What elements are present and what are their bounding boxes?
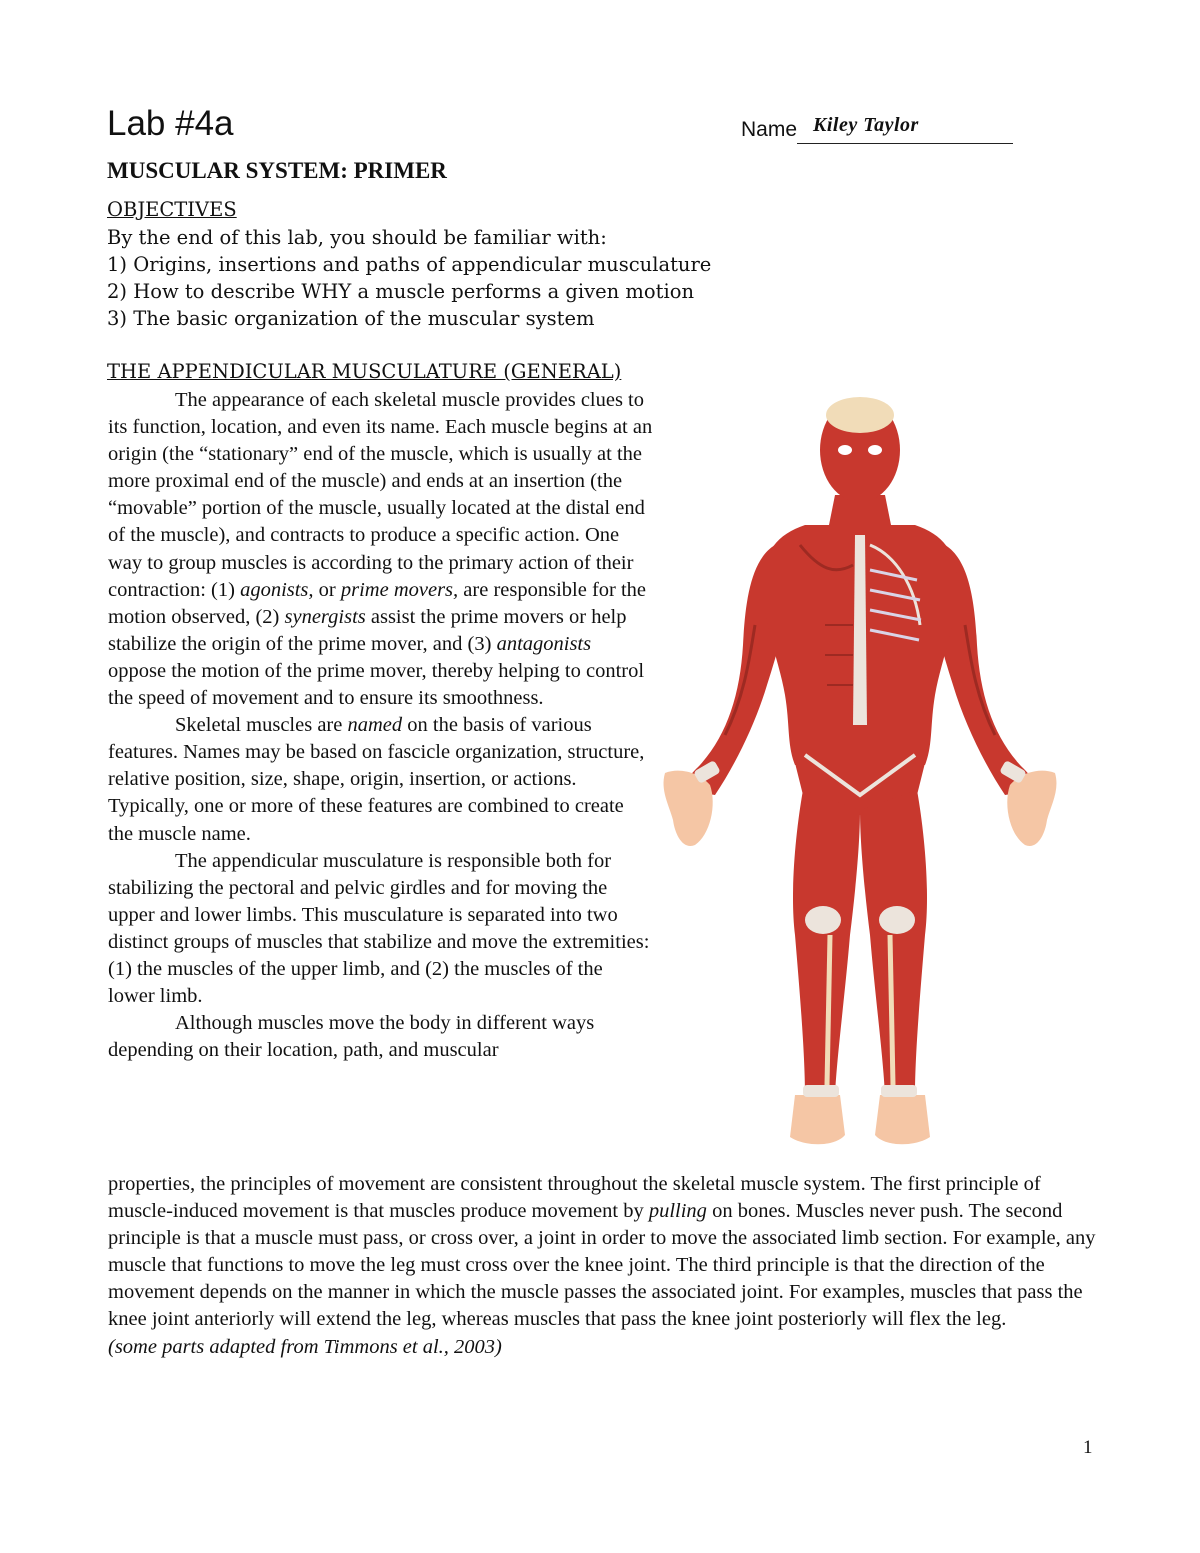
anterior-muscle-illustration: [664, 397, 1057, 1144]
left-column-text: [108, 387, 653, 1064]
document-subtitle: MUSCULAR SYSTEM: PRIMER: [107, 158, 447, 183]
paragraph-movement-principles: properties, the principles of movement are consistent throughout the skeletal muscle system. The first principle of muscle-induced movement is that muscles produce movement by pulling on bones. Muscles never push. The second principle is that a muscle must pass, or cross over, a joint in order to move the associated limb section. For example, any muscle that functions to move the leg must cross over the knee joint. The third principle is that the direction of the movement depends on the manner in which the muscle passes the associated joint. For examples, muscles that pass the knee joint anteriorly will extend the leg, whereas muscles that pass the knee joint posteriorly will flex the leg.: [108, 1173, 1096, 1331]
lab-title: Lab #4a: [107, 104, 234, 143]
muscular-system-figure: [655, 395, 1065, 1165]
paragraph-muscle-function: The appearance of each skeletal muscle provides clues to its function, location, and even its name. Each muscle begins at an origin (the “stationary” end of the muscle, which is usually at the more proximal end of the muscle) and ends at an insertion (the “movable” portion of the muscle, usually located at the distal end of the muscle), and contracts to produce a specific action. One way to group muscles is according to the primary action of their contraction: (1) agonists, or prime movers, are responsible for the motion observed, (2) synergists assist the prime movers or help stabilize the origin of the prime mover, and (3) antagonists oppose the motion of the prime mover, thereby helping to control the speed of movement and to ensure its smoothness.: [108, 389, 653, 710]
citation: (some parts adapted from Timmons et al., 2003): [108, 1335, 502, 1358]
page-number: 1: [1083, 1437, 1093, 1458]
full-width-text: [108, 1171, 1098, 1361]
section-heading: THE APPENDICULAR MUSCULATURE (GENERAL): [107, 360, 622, 383]
student-name: Kiley Taylor: [813, 114, 919, 136]
paragraph-appendicular: The appendicular musculature is responsible both for stabilizing the pectoral and pelvic girdles and for moving the upper and lower limbs. This musculature is separated into two distinct groups of muscles that stabilize and move the extremities: (1) the muscles of the upper limb, and (2) the muscles of the lower limb.: [108, 849, 650, 1008]
paragraph-movement-lead: Although muscles move the body in different ways depending on their location, path, and muscular: [108, 1012, 595, 1062]
objectives-heading: OBJECTIVES: [107, 198, 237, 221]
objective-item: 2) How to describe WHY a muscle performs a given motion: [107, 280, 695, 303]
objective-item: 3) The basic organization of the muscular system: [107, 307, 595, 330]
name-underline: [797, 143, 1013, 144]
objective-item: 1) Origins, insertions and paths of appendicular musculature: [107, 253, 712, 276]
paragraph-muscle-naming: Skeletal muscles are named on the basis of various features. Names may be based on fascicle organization, structure, relative position, size, shape, origin, insertion, or actions. Typically, one or more of these features are combined to create the muscle name.: [108, 714, 645, 845]
name-label: Name: [741, 118, 798, 141]
objectives-intro: By the end of this lab, you should be familiar with:: [107, 226, 607, 249]
